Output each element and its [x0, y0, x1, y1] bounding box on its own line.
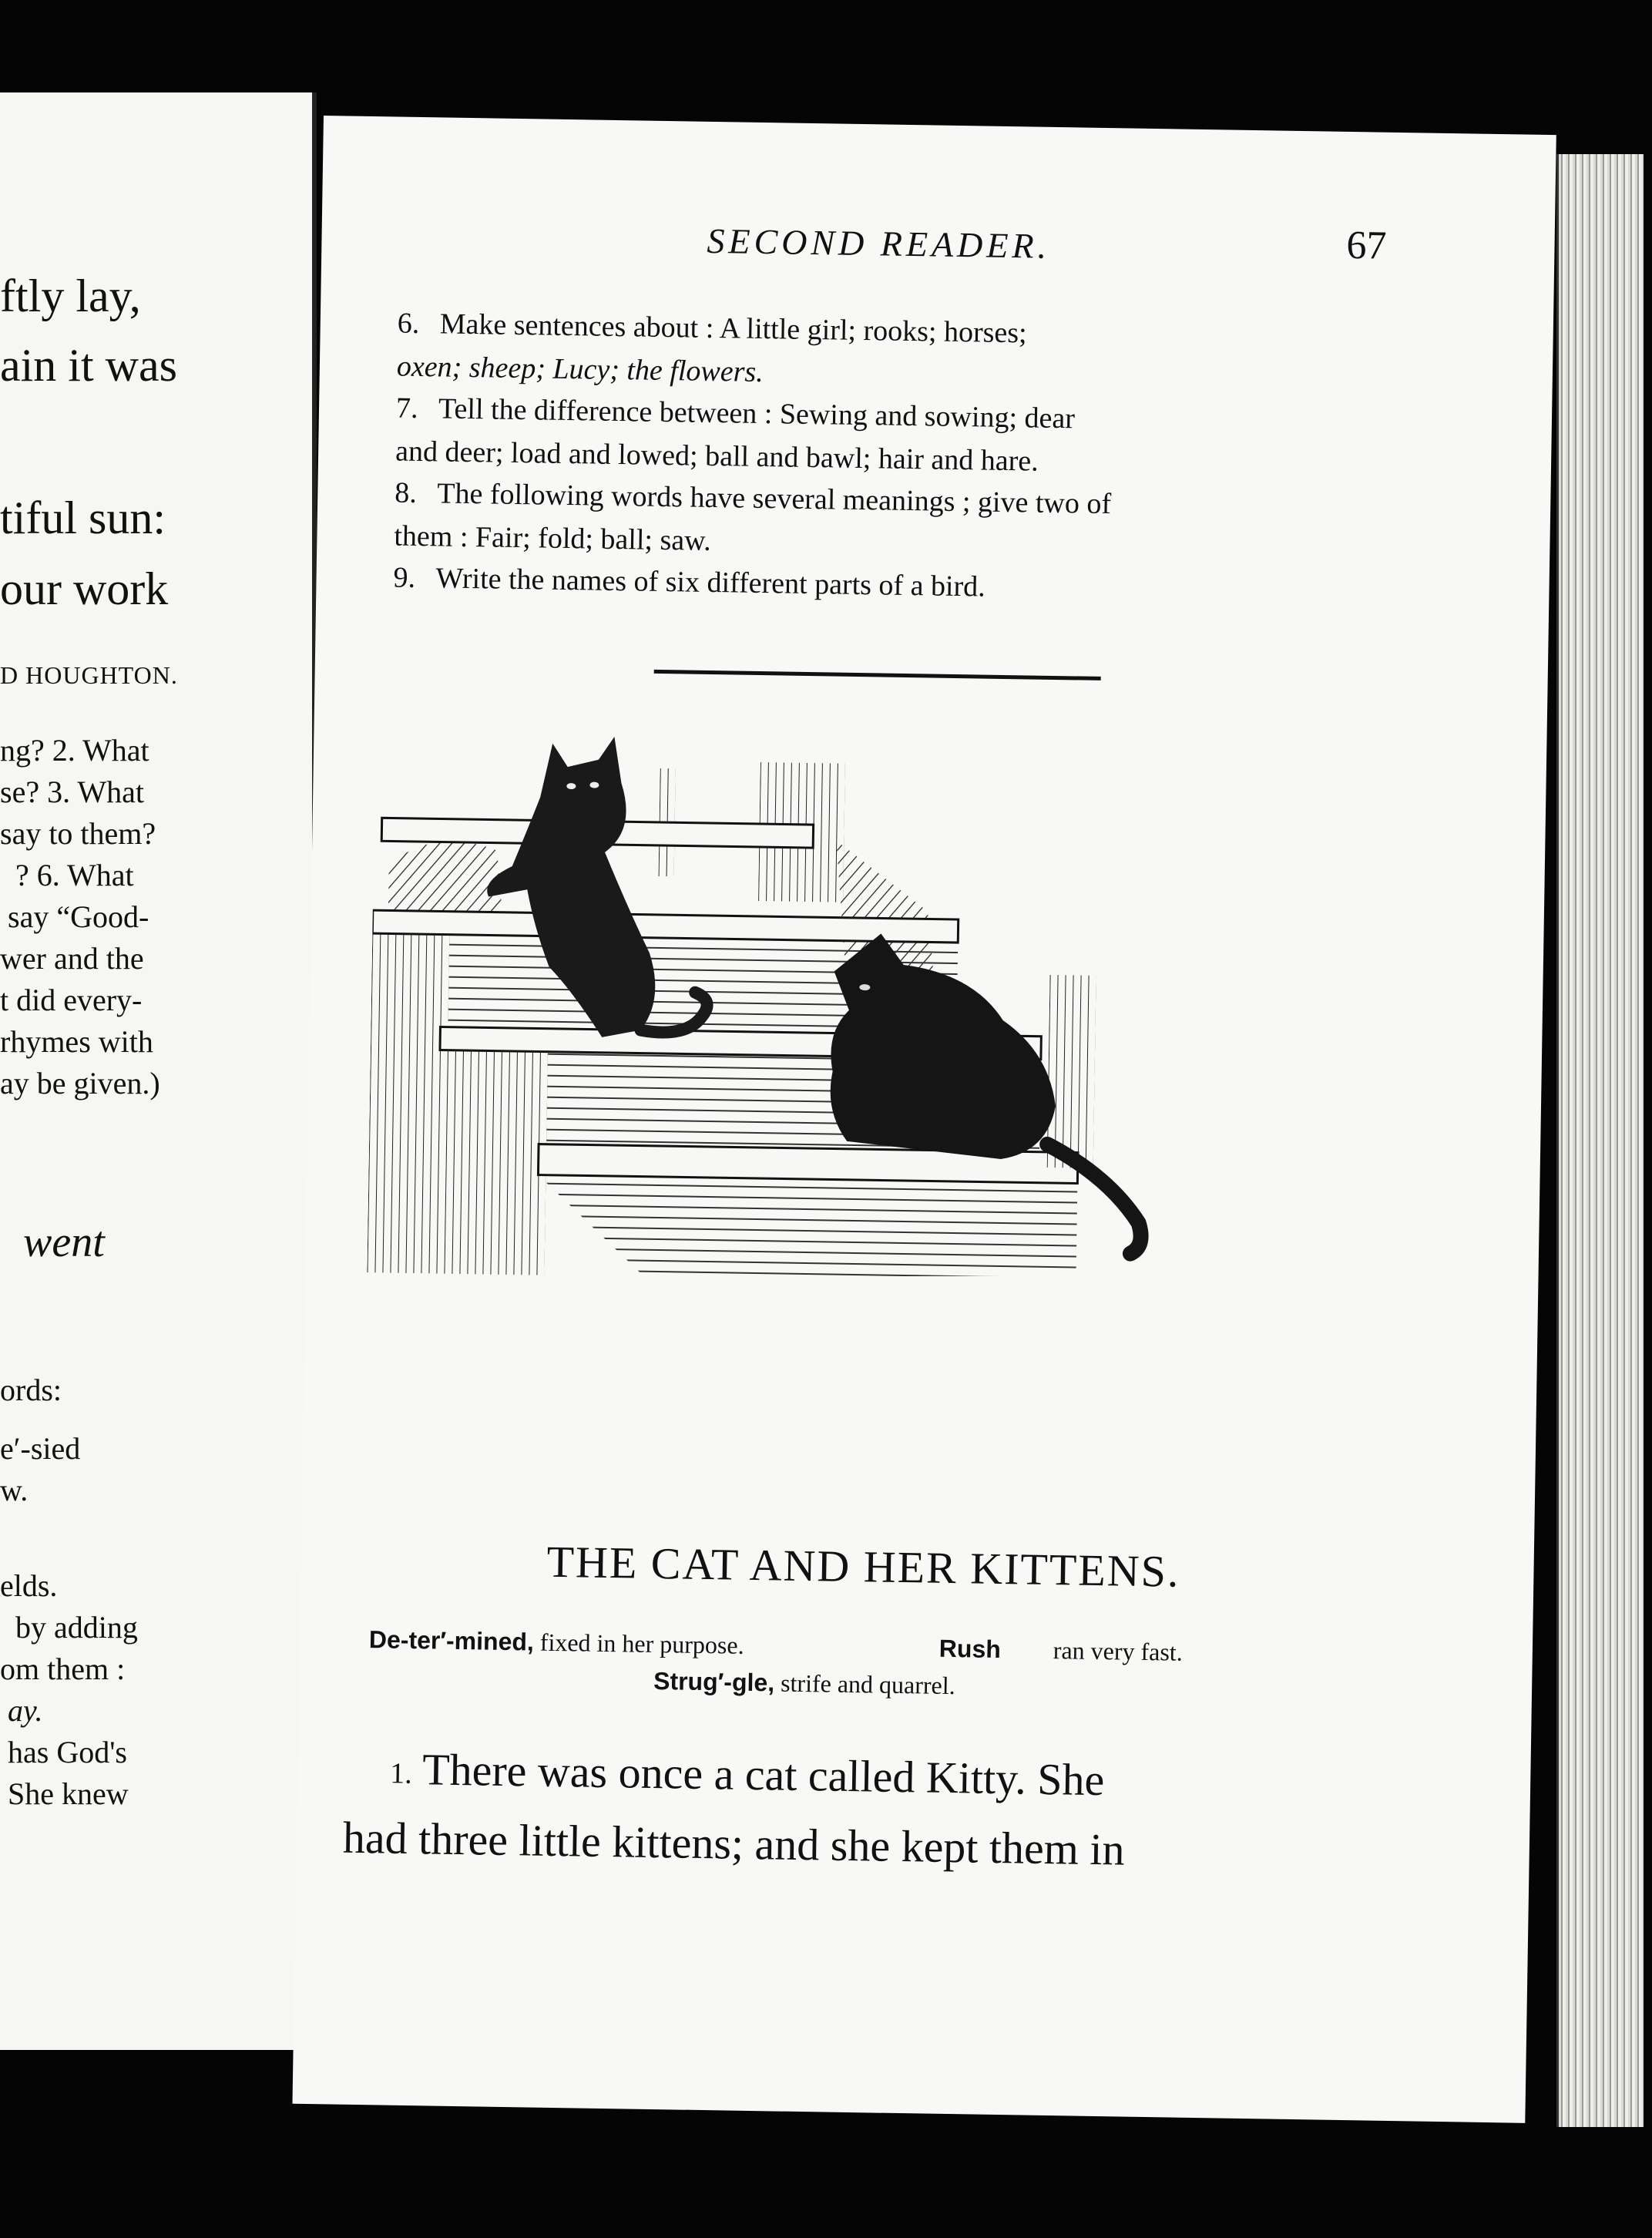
- vocab-word: Rush: [938, 1634, 1002, 1664]
- vocab-entry: [939, 1635, 1183, 1667]
- left-page-line: tiful sun:: [0, 492, 166, 543]
- running-header: SECOND READER.: [707, 220, 1051, 266]
- story-text: There was once a cat called Kitty. She: [421, 1744, 1105, 1806]
- left-page-line: rhymes with: [0, 1024, 153, 1059]
- exercise-text: The following words have several meanings ; give two of: [436, 477, 1112, 521]
- left-page-line: se? 3. What: [0, 775, 144, 809]
- left-page-line: our work: [0, 563, 169, 614]
- vocab-word: De-ter′-mined,: [368, 1625, 535, 1656]
- exercise-text: Write the names of six different parts of a bird.: [435, 562, 986, 603]
- left-page-line: by adding: [15, 1610, 138, 1645]
- left-page-line: ain it was: [0, 340, 177, 391]
- exercise-number: 7.: [395, 391, 418, 425]
- left-page-line: ng? 2. What: [0, 733, 149, 768]
- vocab-definition: strife and quarrel.: [780, 1668, 955, 1700]
- page-edges: [1556, 154, 1644, 2127]
- left-page-line: ? 6. What: [15, 858, 134, 892]
- cats-on-stairs-illustration: [364, 733, 1362, 1519]
- left-page-line: ords:: [0, 1373, 62, 1407]
- story-line: [390, 1743, 1105, 1806]
- left-page-line: has God's: [8, 1735, 127, 1769]
- exercise-text: oxen; sheep; Lucy; the flowers.: [396, 350, 764, 389]
- right-page: [292, 116, 1556, 2123]
- left-page-line: om them :: [0, 1652, 126, 1686]
- section-divider-rule: [654, 670, 1101, 680]
- exercise-number: 6.: [397, 307, 420, 340]
- left-page-line: t did every-: [0, 983, 143, 1017]
- left-page-line: She knew: [8, 1776, 129, 1811]
- exercise-text: them : Fair; fold; ball; saw.: [394, 519, 711, 557]
- exercise-text: Tell the difference between : Sewing and sowing; dear: [438, 392, 1076, 435]
- left-page: [0, 92, 317, 2050]
- left-page-line: ay be given.): [0, 1066, 160, 1101]
- vocab-entry: [653, 1667, 955, 1700]
- story-line: had three little kittens; and she kept them in: [342, 1812, 1126, 1875]
- left-page-line: D HOUGHTON.: [0, 661, 178, 689]
- page-number: 67: [1346, 223, 1387, 268]
- vocab-entry: [369, 1625, 744, 1660]
- vocab-word: Strug′-gle,: [653, 1666, 775, 1697]
- paragraph-number: 1.: [389, 1757, 413, 1790]
- left-page-line: elds.: [0, 1568, 58, 1603]
- left-page-line: say “Good-: [8, 899, 149, 934]
- exercise-number: 8.: [394, 476, 418, 509]
- left-page-script-word: went: [23, 1218, 105, 1266]
- left-page-line: ftly lay,: [0, 271, 141, 321]
- left-page-line: ay.: [8, 1693, 43, 1728]
- left-page-line: w.: [0, 1473, 29, 1507]
- exercise-text: Make sentences about : A little girl; rooks; horses;: [439, 307, 1028, 350]
- vocab-definition: ran very fast.: [1053, 1636, 1184, 1666]
- exercise-number: 9.: [393, 561, 416, 594]
- exercise-text: and deer; load and lowed; ball and bawl; hair and hare.: [395, 435, 1039, 478]
- left-page-line: wer and the: [0, 941, 144, 976]
- vocab-definition: fixed in her purpose.: [539, 1628, 744, 1659]
- left-page-line: e′-sied: [0, 1431, 81, 1466]
- story-title: THE CAT AND HER KITTENS.: [546, 1536, 1180, 1597]
- left-page-line: say to them?: [0, 816, 156, 851]
